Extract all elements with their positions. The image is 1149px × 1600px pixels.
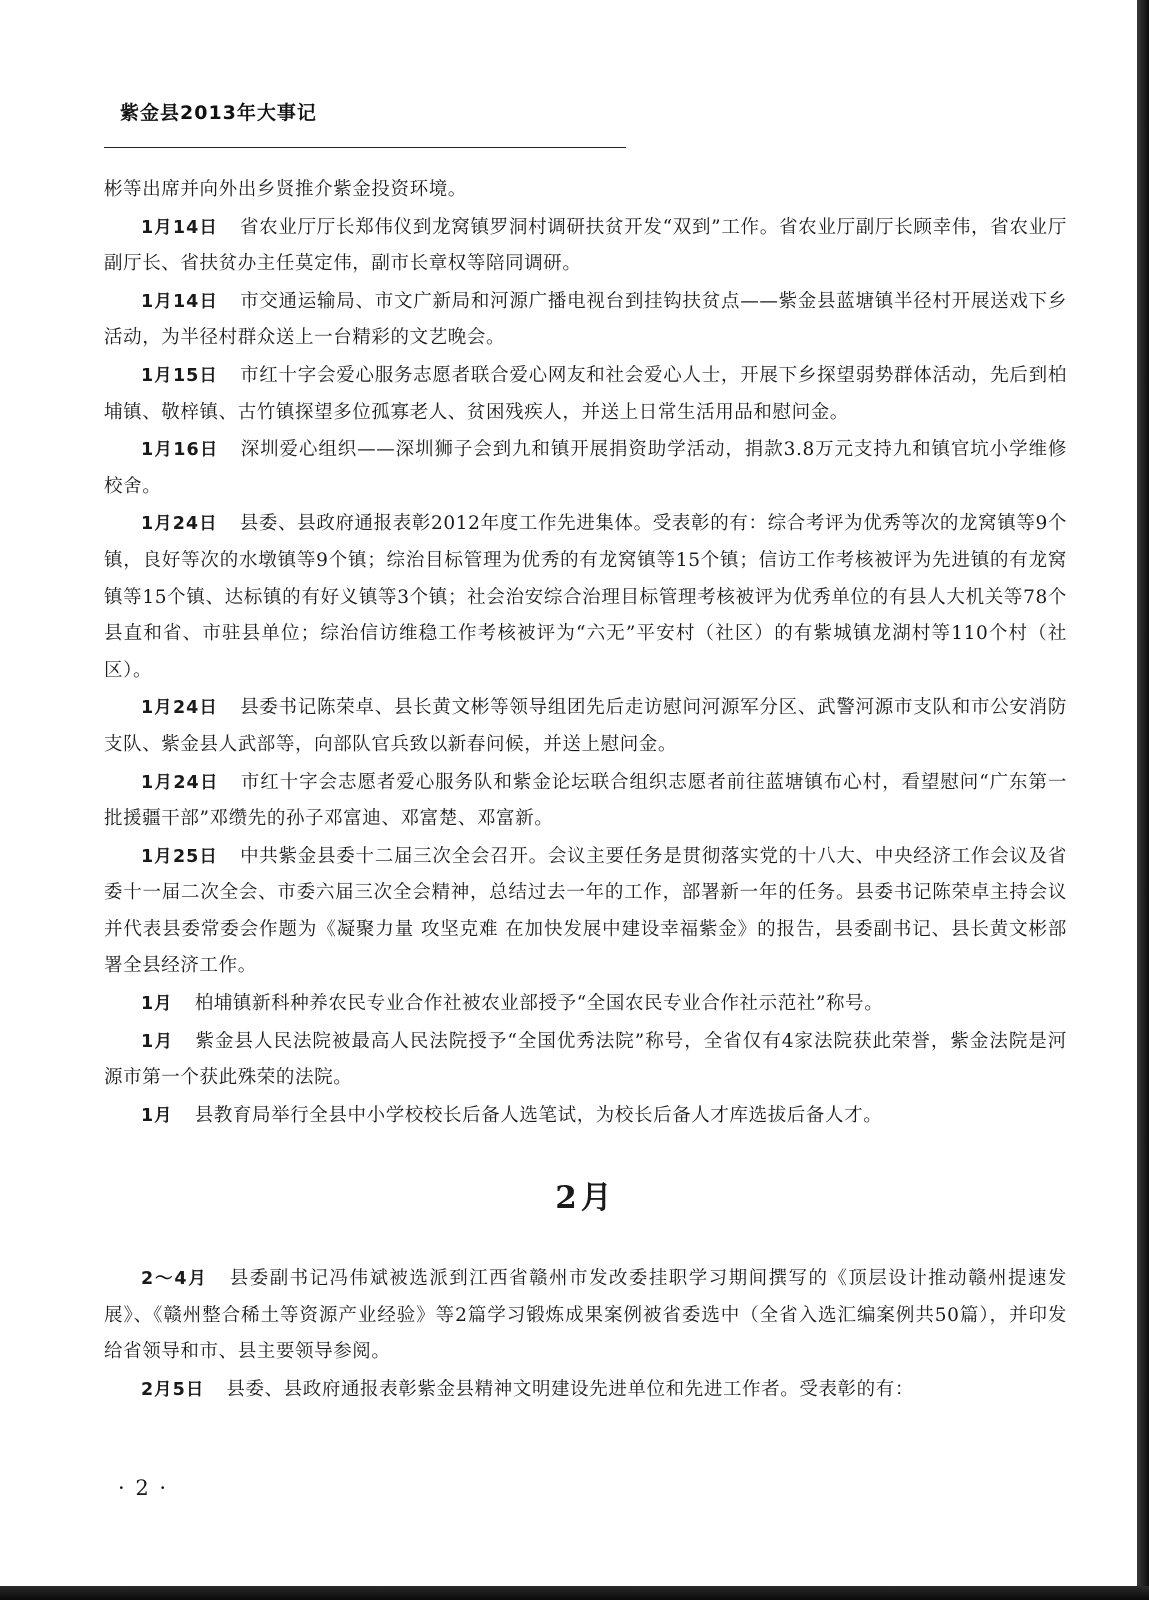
event-date: 1月14日	[141, 291, 219, 312]
event-date: 1月	[141, 1105, 173, 1126]
event-entry	[104, 1024, 1067, 1097]
february-entries	[104, 1261, 1067, 1408]
scan-edge-right	[1137, 0, 1149, 1600]
event-text: 县委、县政府通报表彰紫金县精神文明建设先进单位和先进工作者。受表彰的有：	[226, 1378, 914, 1400]
event-text: 中共紫金县委十二届三次全会召开。会议主要任务是贯彻落实党的十八大、中央经济工作会议及省委十一届二次全会、市委六届三次全会精神，总结过去一年的工作，部署新一年的任务。县委书记陈荣卓主持会议并代表县委常委会作题为《凝聚力量 攻坚克难 在加快发展中建设幸福紫金》的报告，县委副书记、县长黄文彬部署全县经济工作。	[104, 845, 1068, 977]
event-entry	[104, 284, 1067, 357]
event-date: 1月24日	[141, 514, 218, 535]
event-entry	[104, 690, 1067, 763]
event-entry	[104, 986, 1067, 1023]
event-date: 1月24日	[141, 698, 219, 719]
event-date: 2月5日	[141, 1379, 205, 1400]
event-text: 县委、县政府通报表彰2012年度工作先进集体。受表彰的有：综合考评为优秀等次的龙窝镇等9个镇，良好等次的水墩镇等9个镇；综治目标管理为优秀的有龙窝镇等15个镇；信访工作考核被评为先进镇的有龙窝镇等15个镇、达标镇的有好义镇等3个镇；社会治安综合治理目标管理考核被评为优秀单位的有县人大机关等78个县直和省、市驻县单位；综治信访维稳工作考核被评为“六无”平安村（社区）的有紫城镇龙湖村等110个村（社区）。	[104, 513, 1068, 681]
event-date: 1月15日	[141, 365, 219, 386]
event-date: 2～4月	[141, 1269, 208, 1290]
event-text: 县教育局举行全县中小学校校长后备人选笔试，为校长后备人才库选拔后备人才。	[194, 1104, 883, 1126]
event-entry	[104, 765, 1067, 838]
event-date: 1月	[141, 1031, 174, 1052]
event-text: 市红十字会爱心服务志愿者联合爱心网友和社会爱心人士，开展下乡探望弱势群体活动，先后到柏埔镇、敬梓镇、古竹镇探望多位孤寡老人、贫困残疾人，并送上日常生活用品和慰问金。	[104, 364, 1068, 423]
event-entry	[104, 1098, 1067, 1135]
header-divider	[104, 147, 626, 148]
event-entry	[104, 432, 1067, 505]
event-entry	[104, 839, 1067, 985]
page-number: · 2 ·	[118, 1476, 169, 1500]
event-date: 1月25日	[141, 846, 219, 867]
event-date: 1月	[141, 994, 173, 1015]
event-entry	[104, 358, 1067, 431]
event-entry	[104, 172, 1067, 209]
january-entries	[104, 172, 1067, 1134]
event-text: 市交通运输局、市文广新局和河源广播电视台到挂钩扶贫点——紫金县蓝塘镇半径村开展送戏下乡活动，为半径村群众送上一台精彩的文艺晚会。	[104, 290, 1067, 349]
event-text: 紫金县人民法院被最高人民法院授予“全国优秀法院”称号，全省仅有4家法院获此荣誉，紫金法院是河源市第一个获此殊荣的法院。	[104, 1030, 1067, 1089]
event-text: 柏埔镇新科种养农民专业合作社被农业部授予“全国农民专业合作社示范社”称号。	[194, 993, 884, 1015]
event-entry	[104, 1261, 1067, 1371]
event-text: 深圳爱心组织——深圳狮子会到九和镇开展捐资助学活动，捐款3.8万元支持九和镇官坑小学维修校舍。	[104, 439, 1068, 497]
event-entry	[104, 210, 1067, 283]
event-date: 1月14日	[141, 217, 218, 238]
event-text: 省农业厅厅长郑伟仪到龙窝镇罗洞村调研扶贫开发“双到”工作。省农业厅副厅长顾幸伟，省农业厅副厅长、省扶贫办主任莫定伟，副市长章权等陪同调研。	[104, 216, 1067, 275]
event-entry	[104, 1372, 1067, 1409]
scan-edge-bottom	[0, 1586, 1149, 1600]
event-text: 县委书记陈荣卓、县长黄文彬等领导组团先后走访慰问河源军分区、武警河源市支队和市公安消防支队、紫金县人武部等，向部队官兵致以新春问候，并送上慰问金。	[104, 697, 1068, 755]
event-text: 市红十字会志愿者爱心服务队和紫金论坛联合组织志愿者前往蓝塘镇布心村，看望慰问“广东第一批援疆干部”邓缵先的孙子邓富迪、邓富楚、邓富新。	[104, 771, 1068, 830]
running-header: 紫金县2013年大事记	[120, 102, 317, 124]
event-entry	[104, 506, 1067, 689]
month-heading: 2月	[555, 1180, 616, 1217]
page-body	[104, 172, 1067, 1409]
event-date: 1月16日	[141, 440, 219, 461]
event-date: 1月24日	[141, 772, 219, 793]
event-text: 县委副书记冯伟斌被选派到江西省赣州市发改委挂职学习期间撰写的《顶层设计推动赣州提速发展》、《赣州整合稀土等资源产业经验》等2篇学习锻炼成果案例被省委选中（全省入选汇编案例共50篇），并印发给省领导和市、县主要领导参阅。	[104, 1268, 1067, 1363]
event-text: 彬等出席并向外出乡贤推介紫金投资环境。	[104, 179, 467, 200]
